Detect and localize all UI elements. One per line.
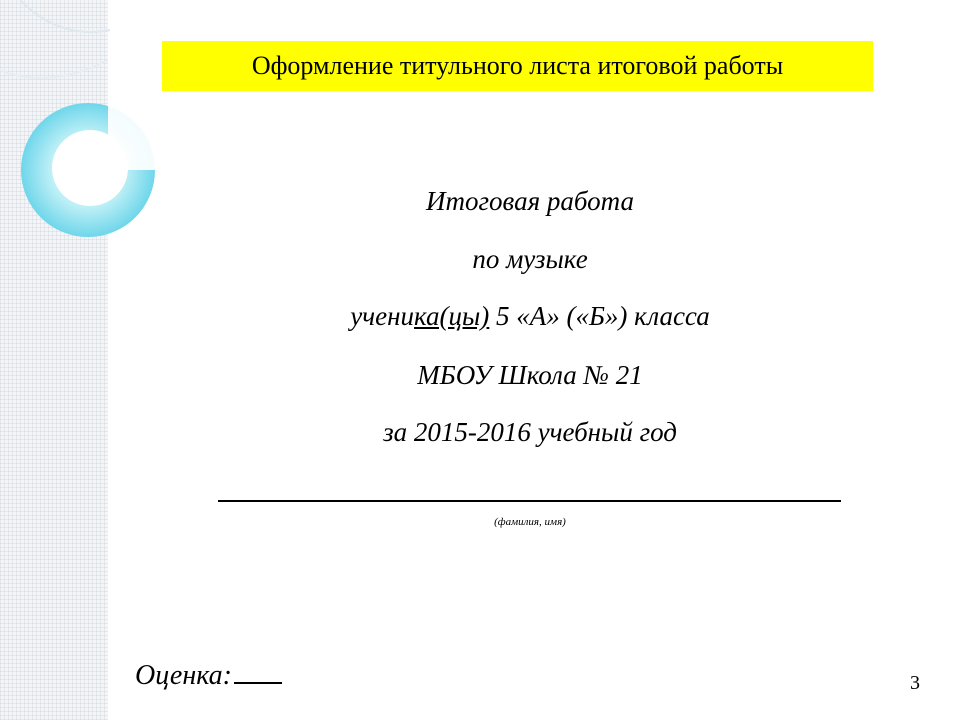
work-title: Итоговая работа bbox=[426, 186, 634, 216]
student-suffix: 5 «А» («Б») класса bbox=[489, 301, 710, 331]
student-line bbox=[240, 301, 820, 332]
subject-line: по музыке bbox=[472, 244, 588, 274]
grade-label: Оценка: bbox=[135, 660, 232, 691]
student-underlined: ка(цы) bbox=[414, 301, 490, 331]
grade-blank bbox=[234, 660, 282, 684]
year-line: за 2015-2016 учебный год bbox=[383, 417, 677, 447]
decorative-mask bbox=[108, 60, 160, 170]
slide-title: Оформление титульного листа итоговой работы bbox=[162, 41, 873, 91]
student-prefix: учени bbox=[350, 301, 415, 331]
grade-field bbox=[135, 660, 282, 692]
name-underline bbox=[218, 500, 841, 502]
name-caption: (фамилия, имя) bbox=[494, 516, 566, 528]
page-number: 3 bbox=[910, 672, 920, 694]
decorative-ring-graphic bbox=[0, 0, 170, 260]
school-line: МБОУ Школа № 21 bbox=[417, 360, 643, 390]
decorative-arc bbox=[0, 60, 108, 78]
decorative-arc bbox=[20, 0, 110, 32]
